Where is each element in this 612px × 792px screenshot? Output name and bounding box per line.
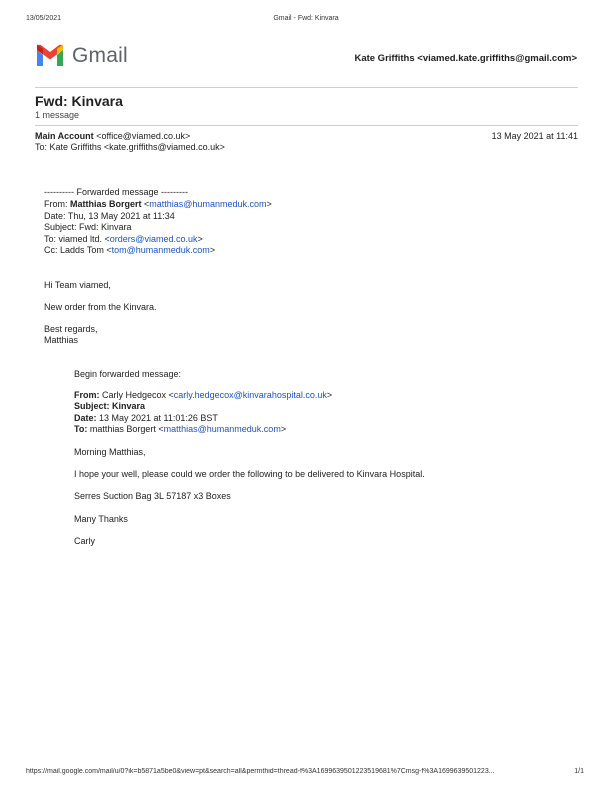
inner-date-label: Date:: [74, 413, 97, 423]
body-regards: Best regards,: [44, 324, 98, 334]
forwarded-to-label: To: viamed ltd. <: [44, 234, 110, 244]
gmail-logo-icon: [35, 44, 65, 68]
inner-from: [74, 390, 332, 400]
forwarded-from-name: Matthias Borgert: [70, 199, 142, 209]
inner-to: [74, 424, 286, 434]
forwarded-to-close: >: [197, 234, 203, 244]
inner-to-close: >: [280, 424, 287, 434]
inner-subject-label: Subject:: [74, 401, 113, 411]
body-signature: Matthias: [44, 335, 79, 345]
inner-date: [74, 413, 218, 423]
account-identity: Kate Griffiths <viamed.kate.griffiths@gmail.com>: [354, 53, 577, 64]
header-divider: [35, 87, 578, 88]
forwarded-from-label: From:: [44, 199, 70, 209]
inner-from-label: From:: [74, 390, 100, 400]
forwarded-from-close: >: [266, 199, 272, 209]
inner-greeting: Morning Matthias,: [74, 447, 146, 457]
inner-begin: Begin forwarded message:: [74, 369, 182, 379]
inner-to-name: matthias Borgert <: [87, 424, 164, 434]
inner-to-label: To:: [74, 424, 88, 434]
forwarded-subject: Subject: Fwd: Kinvara: [44, 222, 132, 232]
inner-from-email-link[interactable]: carly.hedgecox@kinvarahospital.co.uk: [173, 390, 327, 400]
forwarded-to-email-link[interactable]: orders@viamed.co.uk: [109, 234, 198, 244]
inner-to-email-link[interactable]: matthias@humanmeduk.com: [163, 424, 281, 434]
subject-divider: [35, 125, 578, 126]
inner-request: I hope your well, please could we order the following to be delivered to Kinvara Hospital.: [74, 469, 425, 479]
forwarded-cc: [44, 245, 215, 255]
forwarded-cc-close: >: [209, 245, 216, 255]
body-line: New order from the Kinvara.: [44, 302, 157, 312]
inner-thanks: Many Thanks: [74, 514, 128, 524]
body-greeting: Hi Team viamed,: [44, 280, 111, 290]
forwarded-cc-label: Cc: Ladds Tom <: [44, 245, 112, 255]
message-count: 1 message: [35, 110, 80, 120]
inner-subject-value: Kinvara: [112, 401, 146, 411]
message-recipient: To: Kate Griffiths <kate.griffiths@viamed.co.uk>: [35, 142, 225, 152]
thread-subject: Fwd: Kinvara: [35, 93, 123, 109]
forwarded-date: Date: Thu, 13 May 2021 at 11:34: [44, 211, 175, 221]
inner-from-name: Carly Hedgecox <: [99, 390, 174, 400]
inner-signature: Carly: [74, 536, 96, 546]
sender-email: <office@viamed.co.uk>: [96, 131, 191, 141]
message-sender: [35, 131, 190, 141]
inner-item: Serres Suction Bag 3L 57187 x3 Boxes: [74, 491, 231, 501]
forwarded-divider: ---------- Forwarded message ---------: [44, 187, 188, 197]
forwarded-from-open: <: [141, 199, 150, 209]
footer-url: https://mail.google.com/mail/u/0?ik=b5871a5be0&view=pt&search=all&permthid=thread-f%3A1699639501223519681%7Cmsg-f%3A1699639501223...: [26, 768, 495, 775]
forwarded-from: [44, 199, 272, 209]
inner-date-value: 13 May 2021 at 11:01:26 BST: [96, 413, 218, 423]
message-timestamp: 13 May 2021 at 11:41: [491, 131, 578, 141]
inner-subject: [74, 401, 145, 411]
forwarded-cc-email-link[interactable]: tom@humanmeduk.com: [111, 245, 210, 255]
footer-page: 1/1: [574, 768, 584, 775]
gmail-logo-text: Gmail: [72, 44, 128, 67]
forwarded-from-email-link[interactable]: matthias@humanmeduk.com: [149, 199, 267, 209]
print-title: Gmail - Fwd: Kinvara: [273, 15, 339, 22]
sender-name: Main Account: [35, 131, 94, 141]
print-date: 13/05/2021: [26, 15, 62, 22]
forwarded-to: [44, 234, 203, 244]
inner-from-close: >: [326, 390, 333, 400]
